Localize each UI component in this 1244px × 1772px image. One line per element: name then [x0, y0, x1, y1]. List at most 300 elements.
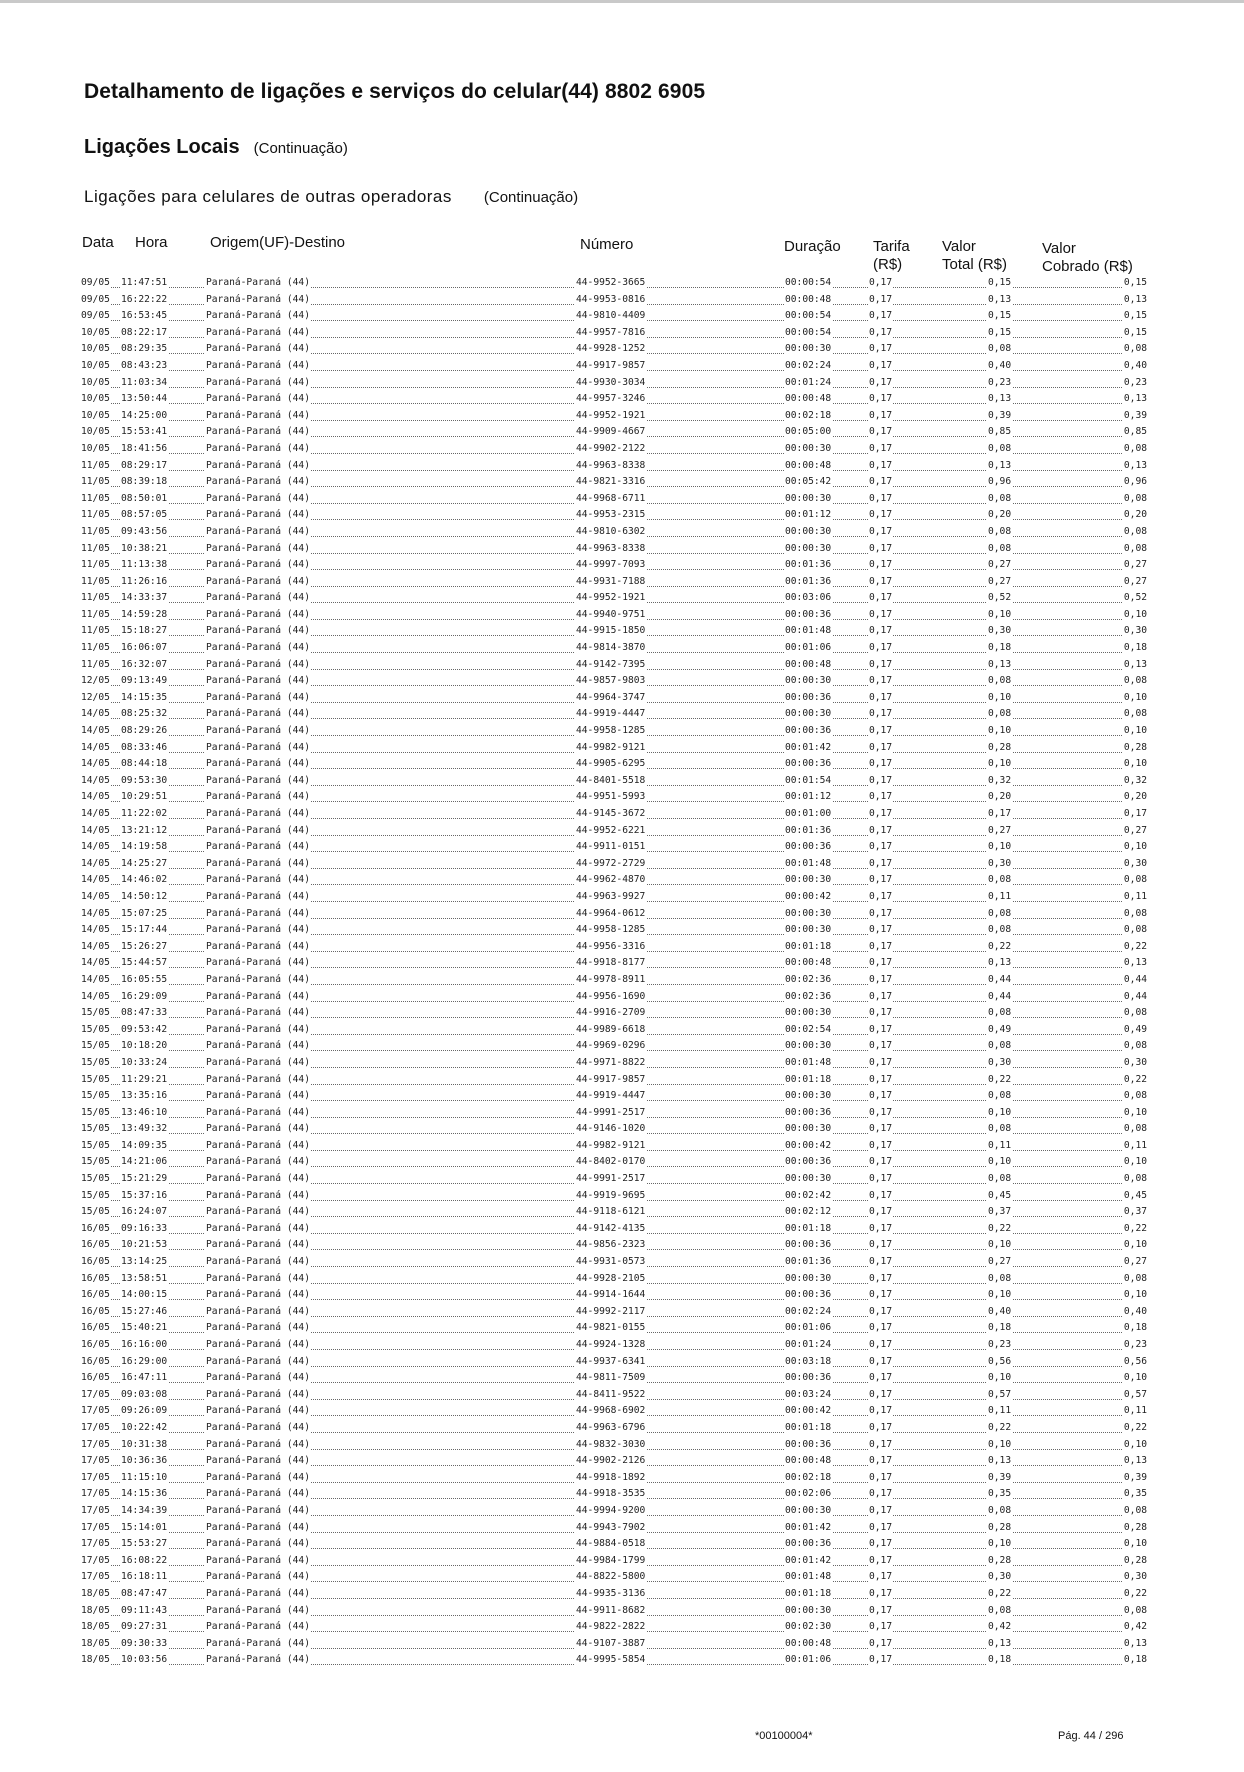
- call-duration: 00:01:18: [785, 1222, 832, 1234]
- call-time: 15:21:29: [121, 1173, 168, 1185]
- call-duration: 00:02:36: [785, 973, 832, 985]
- call-duration: 00:01:42: [785, 1554, 832, 1566]
- call-charged: 0,28: [1123, 741, 1147, 753]
- call-duration: 00:00:30: [785, 874, 832, 886]
- call-charged: 0,10: [1123, 1106, 1147, 1118]
- call-date: 11/05: [81, 509, 110, 521]
- call-number: 44-9969-0296: [576, 1040, 646, 1052]
- call-number: 44-9918-3535: [576, 1488, 646, 1500]
- call-number: 44-9919-4447: [576, 1090, 646, 1102]
- call-date: 14/05: [81, 857, 110, 869]
- call-duration: 00:01:24: [785, 1339, 832, 1350]
- call-number: 44-9991-2517: [576, 1106, 646, 1118]
- document-code: *00100004*: [755, 1730, 813, 1742]
- table-row: [80, 607, 1148, 624]
- call-rate: 0,17: [869, 1139, 893, 1151]
- call-time: 15:27:46: [121, 1305, 168, 1317]
- call-origin-destination: Paraná-Paraná (44): [206, 1637, 310, 1649]
- call-number: 44-9963-8338: [576, 459, 646, 471]
- call-duration: 00:02:18: [785, 409, 832, 421]
- call-time: 14:15:35: [121, 691, 168, 703]
- call-rate: 0,17: [869, 1189, 893, 1201]
- table-row: [80, 391, 1148, 408]
- call-charged: 0,22: [1123, 1222, 1147, 1234]
- call-time: 14:21:06: [121, 1156, 168, 1168]
- call-duration: 00:00:30: [785, 1090, 832, 1102]
- call-duration: 00:00:48: [785, 1637, 832, 1649]
- call-number: 44-9146-1020: [576, 1123, 646, 1135]
- call-time: 13:49:32: [121, 1123, 168, 1135]
- call-number: 44-9918-8177: [576, 957, 646, 969]
- call-total: 0,27: [988, 559, 1012, 571]
- call-total: 0,23: [988, 1339, 1012, 1350]
- call-date: 10/05: [81, 359, 110, 371]
- call-date: 15/05: [81, 1156, 110, 1168]
- call-rate: 0,17: [869, 542, 893, 554]
- call-total: 0,30: [988, 1056, 1012, 1068]
- call-date: 14/05: [81, 940, 110, 952]
- table-row: [80, 441, 1148, 458]
- call-total: 0,08: [988, 907, 1012, 919]
- call-origin-destination: Paraná-Paraná (44): [206, 1139, 310, 1151]
- call-date: 10/05: [81, 426, 110, 438]
- call-origin-destination: Paraná-Paraná (44): [206, 625, 310, 637]
- call-charged: 0,08: [1123, 924, 1147, 936]
- call-total: 0,28: [988, 1521, 1012, 1533]
- call-time: 10:33:24: [121, 1056, 168, 1068]
- call-date: 14/05: [81, 907, 110, 919]
- table-row: [80, 773, 1148, 790]
- call-number: 44-9821-3316: [576, 476, 646, 488]
- table-row: [80, 640, 1148, 657]
- call-origin-destination: Paraná-Paraná (44): [206, 1571, 310, 1583]
- table-row: [80, 1287, 1148, 1304]
- call-time: 11:22:02: [121, 808, 168, 819]
- call-number: 44-9917-9857: [576, 359, 646, 371]
- call-origin-destination: Paraná-Paraná (44): [206, 1405, 310, 1417]
- call-total: 0,10: [988, 1438, 1012, 1450]
- section-title: [84, 136, 348, 159]
- call-charged: 0,20: [1123, 791, 1147, 803]
- call-duration: 00:01:48: [785, 857, 832, 869]
- call-origin-destination: Paraná-Paraná (44): [206, 1106, 310, 1118]
- call-charged: 0,44: [1123, 990, 1147, 1002]
- call-total: 0,08: [988, 1090, 1012, 1102]
- call-number: 44-9930-3034: [576, 376, 646, 388]
- call-origin-destination: Paraná-Paraná (44): [206, 857, 310, 869]
- call-origin-destination: Paraná-Paraná (44): [206, 1372, 310, 1384]
- call-origin-destination: Paraná-Paraná (44): [206, 393, 310, 405]
- call-number: 44-9963-6796: [576, 1421, 646, 1433]
- call-time: 09:11:43: [121, 1604, 168, 1616]
- table-row: [80, 706, 1148, 723]
- call-number: 44-9811-7509: [576, 1372, 646, 1384]
- call-number: 44-9902-2122: [576, 442, 646, 454]
- call-time: 08:29:35: [121, 343, 168, 355]
- call-date: 09/05: [81, 277, 110, 288]
- call-origin-destination: Paraná-Paraná (44): [206, 277, 310, 288]
- table-row: [80, 1237, 1148, 1254]
- call-number: 44-9935-3136: [576, 1587, 646, 1599]
- call-duration: 00:01:48: [785, 1056, 832, 1068]
- call-origin-destination: Paraná-Paraná (44): [206, 990, 310, 1002]
- call-origin-destination: Paraná-Paraná (44): [206, 359, 310, 371]
- call-number: 44-9997-7093: [576, 559, 646, 571]
- call-duration: 00:01:06: [785, 642, 832, 654]
- call-total: 0,13: [988, 293, 1012, 305]
- call-origin-destination: Paraná-Paraná (44): [206, 1023, 310, 1035]
- call-time: 14:00:15: [121, 1289, 168, 1301]
- call-date: 16/05: [81, 1355, 110, 1367]
- call-rate: 0,17: [869, 1106, 893, 1118]
- call-date: 18/05: [81, 1587, 110, 1599]
- call-date: 15/05: [81, 1007, 110, 1019]
- call-rate: 0,17: [869, 758, 893, 770]
- call-rate: 0,17: [869, 708, 893, 720]
- call-number: 44-8822-5800: [576, 1571, 646, 1583]
- call-rate: 0,17: [869, 409, 893, 421]
- call-time: 08:47:47: [121, 1587, 168, 1599]
- call-rate: 0,17: [869, 559, 893, 571]
- call-time: 09:27:31: [121, 1621, 168, 1633]
- call-charged: 0,08: [1123, 1090, 1147, 1102]
- call-origin-destination: Paraná-Paraná (44): [206, 924, 310, 936]
- call-duration: 00:01:18: [785, 1073, 832, 1085]
- call-origin-destination: Paraná-Paraná (44): [206, 525, 310, 537]
- call-date: 11/05: [81, 642, 110, 654]
- call-time: 08:39:18: [121, 476, 168, 488]
- call-duration: 00:01:18: [785, 1587, 832, 1599]
- call-duration: 00:00:30: [785, 675, 832, 687]
- header-cobrado-line1: Valor: [1042, 240, 1076, 257]
- call-origin-destination: Paraná-Paraná (44): [206, 791, 310, 803]
- call-number: 44-9917-9857: [576, 1073, 646, 1085]
- call-origin-destination: Paraná-Paraná (44): [206, 1455, 310, 1467]
- document-title: Detalhamento de ligações e serviços do celular(44) 8802 6905: [84, 80, 706, 103]
- call-charged: 0,27: [1123, 575, 1147, 587]
- call-rate: 0,17: [869, 1355, 893, 1367]
- call-origin-destination: Paraná-Paraná (44): [206, 310, 310, 322]
- call-date: 14/05: [81, 725, 110, 737]
- call-date: 16/05: [81, 1339, 110, 1350]
- call-duration: 00:00:30: [785, 492, 832, 504]
- call-rate: 0,17: [869, 1654, 893, 1666]
- call-date: 17/05: [81, 1521, 110, 1533]
- call-number: 44-9963-9927: [576, 890, 646, 902]
- call-total: 0,20: [988, 509, 1012, 521]
- call-origin-destination: Paraná-Paraná (44): [206, 1239, 310, 1251]
- call-time: 08:57:05: [121, 509, 168, 521]
- call-origin-destination: Paraná-Paraná (44): [206, 1471, 310, 1483]
- call-charged: 0,35: [1123, 1488, 1147, 1500]
- call-duration: 00:02:12: [785, 1206, 832, 1218]
- call-time: 15:14:01: [121, 1521, 168, 1533]
- call-total: 0,56: [988, 1355, 1012, 1367]
- call-number: 44-9937-6341: [576, 1355, 646, 1367]
- call-number: 44-9982-9121: [576, 741, 646, 753]
- call-charged: 0,08: [1123, 492, 1147, 504]
- call-number: 44-9994-9200: [576, 1504, 646, 1516]
- call-origin-destination: Paraná-Paraná (44): [206, 326, 310, 338]
- call-time: 09:13:49: [121, 675, 168, 687]
- call-date: 10/05: [81, 326, 110, 338]
- call-total: 0,08: [988, 542, 1012, 554]
- call-total: 0,20: [988, 791, 1012, 803]
- call-rate: 0,17: [869, 1488, 893, 1500]
- call-charged: 0,10: [1123, 841, 1147, 853]
- header-numero: Número: [580, 236, 634, 253]
- call-total: 0,08: [988, 525, 1012, 537]
- call-rate: 0,17: [869, 857, 893, 869]
- call-charged: 0,30: [1123, 1056, 1147, 1068]
- call-date: 15/05: [81, 1139, 110, 1151]
- call-origin-destination: Paraná-Paraná (44): [206, 1554, 310, 1566]
- call-origin-destination: Paraná-Paraná (44): [206, 1305, 310, 1317]
- call-duration: 00:00:30: [785, 1173, 832, 1185]
- call-total: 0,08: [988, 1123, 1012, 1135]
- call-rate: 0,17: [869, 393, 893, 405]
- call-number: 44-9814-3870: [576, 642, 646, 654]
- call-number: 44-9963-8338: [576, 542, 646, 554]
- call-total: 0,08: [988, 1272, 1012, 1284]
- call-time: 14:50:12: [121, 890, 168, 902]
- call-rate: 0,17: [869, 907, 893, 919]
- call-origin-destination: Paraná-Paraná (44): [206, 808, 310, 819]
- call-origin-destination: Paraná-Paraná (44): [206, 1123, 310, 1135]
- call-charged: 0,40: [1123, 359, 1147, 371]
- call-origin-destination: Paraná-Paraná (44): [206, 1587, 310, 1599]
- call-number: 44-9919-4447: [576, 708, 646, 720]
- call-charged: 0,39: [1123, 409, 1147, 421]
- call-total: 0,30: [988, 1571, 1012, 1583]
- call-rate: 0,17: [869, 1421, 893, 1433]
- call-total: 0,08: [988, 924, 1012, 936]
- call-time: 10:21:53: [121, 1239, 168, 1251]
- call-date: 16/05: [81, 1372, 110, 1384]
- header-duracao: Duração: [784, 238, 841, 255]
- call-charged: 0,40: [1123, 1305, 1147, 1317]
- call-time: 14:25:27: [121, 857, 168, 869]
- call-rate: 0,17: [869, 293, 893, 305]
- call-date: 16/05: [81, 1222, 110, 1234]
- call-charged: 0,10: [1123, 1156, 1147, 1168]
- call-time: 16:29:09: [121, 990, 168, 1002]
- call-number: 44-9902-2126: [576, 1455, 646, 1467]
- call-charged: 0,23: [1123, 1339, 1147, 1350]
- call-duration: 00:00:36: [785, 841, 832, 853]
- call-origin-destination: Paraná-Paraná (44): [206, 1621, 310, 1633]
- call-time: 15:26:27: [121, 940, 168, 952]
- call-date: 14/05: [81, 973, 110, 985]
- call-charged: 0,13: [1123, 293, 1147, 305]
- header-total-line1: Valor: [942, 238, 976, 255]
- call-origin-destination: Paraná-Paraná (44): [206, 442, 310, 454]
- call-charged: 0,49: [1123, 1023, 1147, 1035]
- call-rate: 0,17: [869, 1372, 893, 1384]
- call-number: 44-9142-4135: [576, 1222, 646, 1234]
- call-rate: 0,17: [869, 1637, 893, 1649]
- call-charged: 0,30: [1123, 1571, 1147, 1583]
- call-rate: 0,17: [869, 608, 893, 620]
- call-duration: 00:00:36: [785, 608, 832, 620]
- call-rate: 0,17: [869, 1604, 893, 1616]
- call-charged: 0,15: [1123, 310, 1147, 322]
- table-row: [80, 723, 1148, 740]
- call-date: 11/05: [81, 625, 110, 637]
- call-charged: 0,18: [1123, 642, 1147, 654]
- call-rate: 0,17: [869, 459, 893, 471]
- call-time: 13:35:16: [121, 1090, 168, 1102]
- call-duration: 00:02:36: [785, 990, 832, 1002]
- call-charged: 0,17: [1123, 808, 1147, 819]
- call-date: 14/05: [81, 741, 110, 753]
- table-row: [80, 856, 1148, 873]
- call-duration: 00:00:36: [785, 1106, 832, 1118]
- table-row: [80, 989, 1148, 1006]
- call-origin-destination: Paraná-Paraná (44): [206, 575, 310, 587]
- call-date: 09/05: [81, 293, 110, 305]
- call-origin-destination: Paraná-Paraná (44): [206, 841, 310, 853]
- call-date: 16/05: [81, 1289, 110, 1301]
- call-rate: 0,17: [869, 1538, 893, 1550]
- call-charged: 0,13: [1123, 957, 1147, 969]
- call-total: 0,13: [988, 1455, 1012, 1467]
- call-time: 13:50:44: [121, 393, 168, 405]
- call-origin-destination: Paraná-Paraná (44): [206, 1538, 310, 1550]
- call-charged: 0,30: [1123, 857, 1147, 869]
- call-total: 0,39: [988, 409, 1012, 421]
- call-time: 13:46:10: [121, 1106, 168, 1118]
- call-rate: 0,17: [869, 277, 893, 288]
- call-total: 0,11: [988, 890, 1012, 902]
- call-origin-destination: Paraná-Paraná (44): [206, 675, 310, 687]
- call-charged: 0,30: [1123, 625, 1147, 637]
- call-total: 0,22: [988, 1073, 1012, 1085]
- call-origin-destination: Paraná-Paraná (44): [206, 1289, 310, 1301]
- call-origin-destination: Paraná-Paraná (44): [206, 973, 310, 985]
- call-origin-destination: Paraná-Paraná (44): [206, 1073, 310, 1085]
- call-total: 0,45: [988, 1189, 1012, 1201]
- call-total: 0,10: [988, 841, 1012, 853]
- table-row: [80, 1055, 1148, 1072]
- call-time: 08:29:26: [121, 725, 168, 737]
- call-date: 14/05: [81, 990, 110, 1002]
- call-total: 0,11: [988, 1139, 1012, 1151]
- call-number: 44-9952-6221: [576, 824, 646, 836]
- call-origin-destination: Paraná-Paraná (44): [206, 642, 310, 654]
- call-rate: 0,17: [869, 592, 893, 604]
- call-charged: 0,23: [1123, 376, 1147, 388]
- call-rate: 0,17: [869, 1156, 893, 1168]
- table-row: [80, 1022, 1148, 1039]
- call-time: 13:14:25: [121, 1256, 168, 1268]
- call-rate: 0,17: [869, 359, 893, 371]
- table-row: [80, 1569, 1148, 1586]
- table-row: [80, 1470, 1148, 1487]
- call-total: 0,08: [988, 874, 1012, 886]
- call-number: 44-9832-3030: [576, 1438, 646, 1450]
- call-duration: 00:02:30: [785, 1621, 832, 1633]
- call-rate: 0,17: [869, 525, 893, 537]
- call-number: 44-9822-2822: [576, 1621, 646, 1633]
- call-origin-destination: Paraná-Paraná (44): [206, 758, 310, 770]
- call-total: 0,10: [988, 608, 1012, 620]
- call-duration: 00:01:00: [785, 808, 832, 819]
- call-duration: 00:00:30: [785, 442, 832, 454]
- call-duration: 00:02:06: [785, 1488, 832, 1500]
- call-number: 44-9982-9121: [576, 1139, 646, 1151]
- table-row: [80, 474, 1148, 491]
- call-time: 15:40:21: [121, 1322, 168, 1334]
- call-total: 0,08: [988, 1040, 1012, 1052]
- header-hora: Hora: [135, 234, 168, 251]
- call-date: 15/05: [81, 1090, 110, 1102]
- call-time: 10:03:56: [121, 1654, 168, 1666]
- call-number: 44-9142-7395: [576, 658, 646, 670]
- call-total: 0,22: [988, 1222, 1012, 1234]
- call-charged: 0,22: [1123, 1587, 1147, 1599]
- table-row: [80, 1536, 1148, 1553]
- call-date: 15/05: [81, 1189, 110, 1201]
- call-duration: 00:01:06: [785, 1322, 832, 1334]
- call-number: 44-9928-1252: [576, 343, 646, 355]
- call-charged: 0,15: [1123, 326, 1147, 338]
- call-date: 14/05: [81, 774, 110, 786]
- call-date: 17/05: [81, 1438, 110, 1450]
- call-time: 08:29:17: [121, 459, 168, 471]
- call-number: 44-9821-0155: [576, 1322, 646, 1334]
- call-total: 0,30: [988, 857, 1012, 869]
- call-origin-destination: Paraná-Paraná (44): [206, 1189, 310, 1201]
- table-row: [80, 1503, 1148, 1520]
- table-row: [80, 308, 1148, 325]
- call-duration: 00:00:48: [785, 293, 832, 305]
- section-label: Ligações Locais: [84, 136, 240, 158]
- call-date: 10/05: [81, 343, 110, 355]
- call-date: 11/05: [81, 658, 110, 670]
- call-origin-destination: Paraná-Paraná (44): [206, 476, 310, 488]
- call-number: 44-8401-5518: [576, 774, 646, 786]
- call-origin-destination: Paraná-Paraná (44): [206, 1322, 310, 1334]
- call-number: 44-9951-5993: [576, 791, 646, 803]
- call-time: 16:24:07: [121, 1206, 168, 1218]
- section-continuation: (Continuação): [253, 140, 348, 157]
- call-origin-destination: Paraná-Paraná (44): [206, 343, 310, 355]
- table-row: [80, 789, 1148, 806]
- call-total: 0,49: [988, 1023, 1012, 1035]
- call-number: 44-9968-6711: [576, 492, 646, 504]
- call-rate: 0,17: [869, 1123, 893, 1135]
- call-time: 10:29:51: [121, 791, 168, 803]
- call-origin-destination: Paraná-Paraná (44): [206, 691, 310, 703]
- call-rate: 0,17: [869, 1455, 893, 1467]
- call-total: 0,44: [988, 990, 1012, 1002]
- call-date: 17/05: [81, 1504, 110, 1516]
- call-date: 16/05: [81, 1322, 110, 1334]
- call-rate: 0,17: [869, 675, 893, 687]
- table-row: [80, 1354, 1148, 1371]
- call-number: 44-9958-1285: [576, 725, 646, 737]
- call-rate: 0,17: [869, 1305, 893, 1317]
- call-date: 15/05: [81, 1173, 110, 1185]
- call-origin-destination: Paraná-Paraná (44): [206, 1040, 310, 1052]
- header-tarifa: [873, 238, 910, 274]
- call-charged: 0,08: [1123, 675, 1147, 687]
- table-row: [80, 1271, 1148, 1288]
- header-origem: Origem(UF)-Destino: [210, 234, 346, 251]
- call-duration: 00:00:36: [785, 1239, 832, 1251]
- header-total-line2: Total (R$): [942, 256, 1008, 273]
